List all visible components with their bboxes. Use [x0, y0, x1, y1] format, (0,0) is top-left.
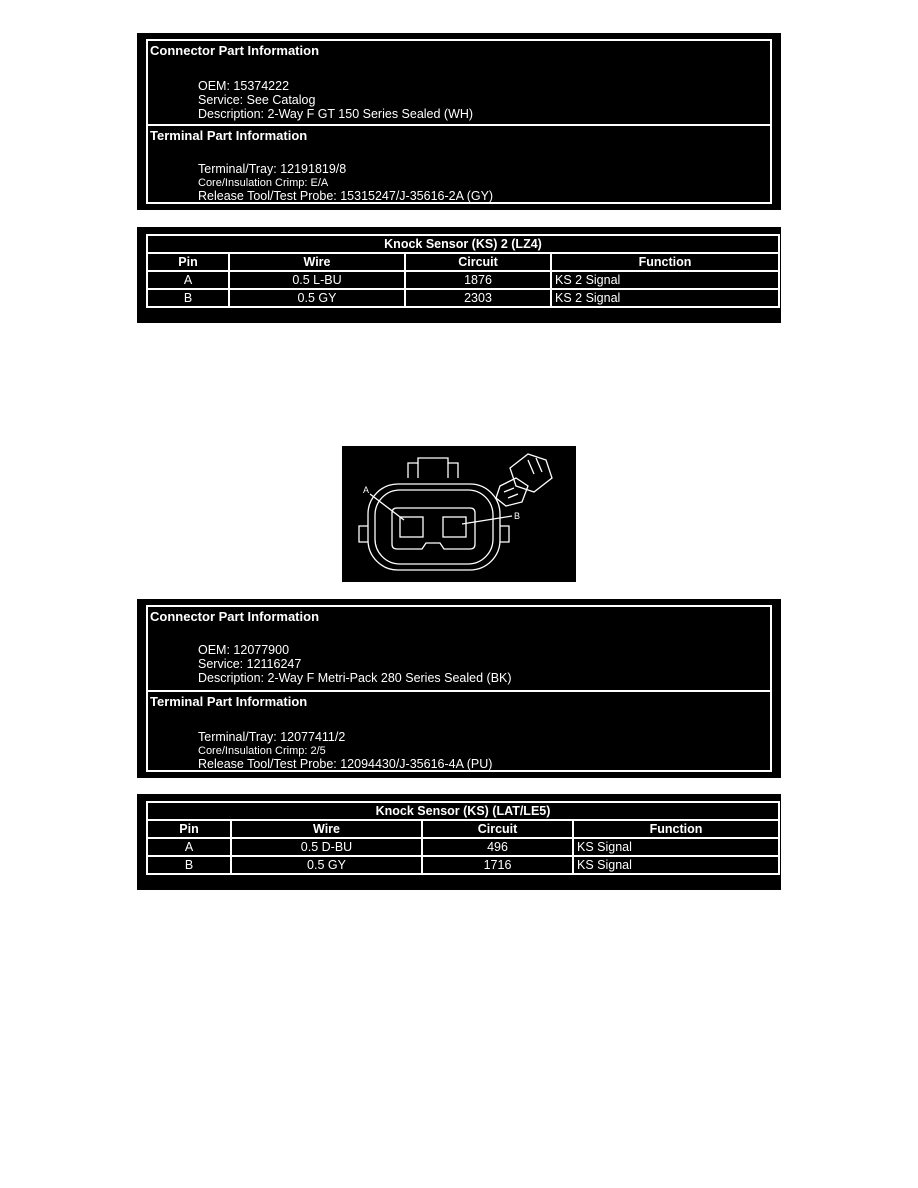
- core-insulation-crimp: Core/Insulation Crimp: 2/5: [198, 745, 326, 757]
- table-row: [147, 838, 779, 856]
- circuit-cell: 1716: [422, 856, 573, 874]
- table-title-row: [147, 802, 779, 820]
- column-header-wire: Wire: [231, 820, 422, 838]
- terminal-part-section-2: [148, 690, 770, 770]
- housing-outer: [368, 484, 500, 570]
- terminal-cavity: [392, 508, 475, 549]
- table-title: Knock Sensor (KS) (LAT/LE5): [147, 802, 779, 820]
- wire-cell: 0.5 GY: [231, 856, 422, 874]
- column-header-wire: Wire: [229, 253, 405, 271]
- core-insulation-crimp: Core/Insulation Crimp: E/A: [198, 177, 329, 189]
- column-header-circuit: Circuit: [405, 253, 551, 271]
- pin-cell: A: [147, 838, 231, 856]
- connector-info-frame-1: [146, 39, 772, 204]
- service-info: Service: 12116247: [198, 657, 302, 671]
- connector-face-diagram: [342, 446, 576, 582]
- function-cell: KS Signal: [573, 856, 779, 874]
- pin-cell: A: [147, 271, 229, 289]
- terminal-b: [443, 517, 466, 537]
- wire-cell: 0.5 D-BU: [231, 838, 422, 856]
- table-row: [147, 289, 779, 307]
- connector-3d-face: [496, 478, 528, 506]
- connector-drawing: [342, 446, 576, 582]
- terminal-tray: Terminal/Tray: 12191819/8: [198, 162, 347, 176]
- connector-info-box-1: [137, 33, 781, 210]
- function-cell: KS 2 Signal: [551, 289, 779, 307]
- wire-cell: 0.5 GY: [229, 289, 405, 307]
- column-header-function: Function: [573, 820, 779, 838]
- pinout-table-1: [146, 234, 780, 308]
- table-title: Knock Sensor (KS) 2 (LZ4): [147, 235, 779, 253]
- locking-tab-detail: [418, 463, 448, 478]
- pinout-table-box-1: [137, 227, 781, 323]
- release-tool: Release Tool/Test Probe: 15315247/J-35616-2A (GY): [198, 189, 494, 203]
- circuit-cell: 496: [422, 838, 573, 856]
- pinout-table-2: [146, 801, 780, 875]
- wire-cell: 0.5 L-BU: [229, 271, 405, 289]
- table-header-row: [147, 253, 779, 271]
- function-cell: KS Signal: [573, 838, 779, 856]
- column-header-pin: Pin: [147, 820, 231, 838]
- oem-number: OEM: 15374222: [198, 79, 290, 93]
- left-rib: [359, 526, 368, 542]
- terminal-part-title: Terminal Part Information: [150, 694, 308, 709]
- release-tool: Release Tool/Test Probe: 12094430/J-35616-4A (PU): [198, 757, 493, 771]
- connector-description: Description: 2-Way F GT 150 Series Sealed (WH): [198, 107, 474, 121]
- column-header-pin: Pin: [147, 253, 229, 271]
- connector-part-section-2: [148, 607, 770, 690]
- circuit-cell: 2303: [405, 289, 551, 307]
- pin-cell: B: [147, 856, 231, 874]
- terminal-part-title: Terminal Part Information: [150, 128, 308, 143]
- connector-3d-body: [510, 454, 552, 492]
- table-row: [147, 271, 779, 289]
- locking-tab-outline: [408, 458, 458, 478]
- terminal-tray: Terminal/Tray: 12077411/2: [198, 730, 346, 744]
- connector-info-frame-2: [146, 605, 772, 772]
- table-title-row: [147, 235, 779, 253]
- connector-part-title: Connector Part Information: [150, 609, 320, 624]
- oem-number: OEM: 12077900: [198, 643, 290, 657]
- pin-label-b: B: [514, 511, 521, 521]
- pin-cell: B: [147, 289, 229, 307]
- service-info: Service: See Catalog: [198, 93, 316, 107]
- table-header-row: [147, 820, 779, 838]
- column-header-circuit: Circuit: [422, 820, 573, 838]
- connector-part-section-1: [148, 41, 770, 124]
- function-cell: KS 2 Signal: [551, 271, 779, 289]
- pinout-table-box-2: [137, 794, 781, 890]
- terminal-part-section-1: [148, 124, 770, 202]
- connector-description: Description: 2-Way F Metri-Pack 280 Series Sealed (BK): [198, 671, 512, 685]
- pin-label-a: A: [363, 485, 370, 495]
- leader-line-b: [462, 516, 512, 524]
- column-header-function: Function: [551, 253, 779, 271]
- circuit-cell: 1876: [405, 271, 551, 289]
- connector-3d-details: [504, 458, 542, 498]
- connector-info-box-2: [137, 599, 781, 778]
- table-row: [147, 856, 779, 874]
- connector-part-title: Connector Part Information: [150, 43, 320, 58]
- right-rib: [500, 526, 509, 542]
